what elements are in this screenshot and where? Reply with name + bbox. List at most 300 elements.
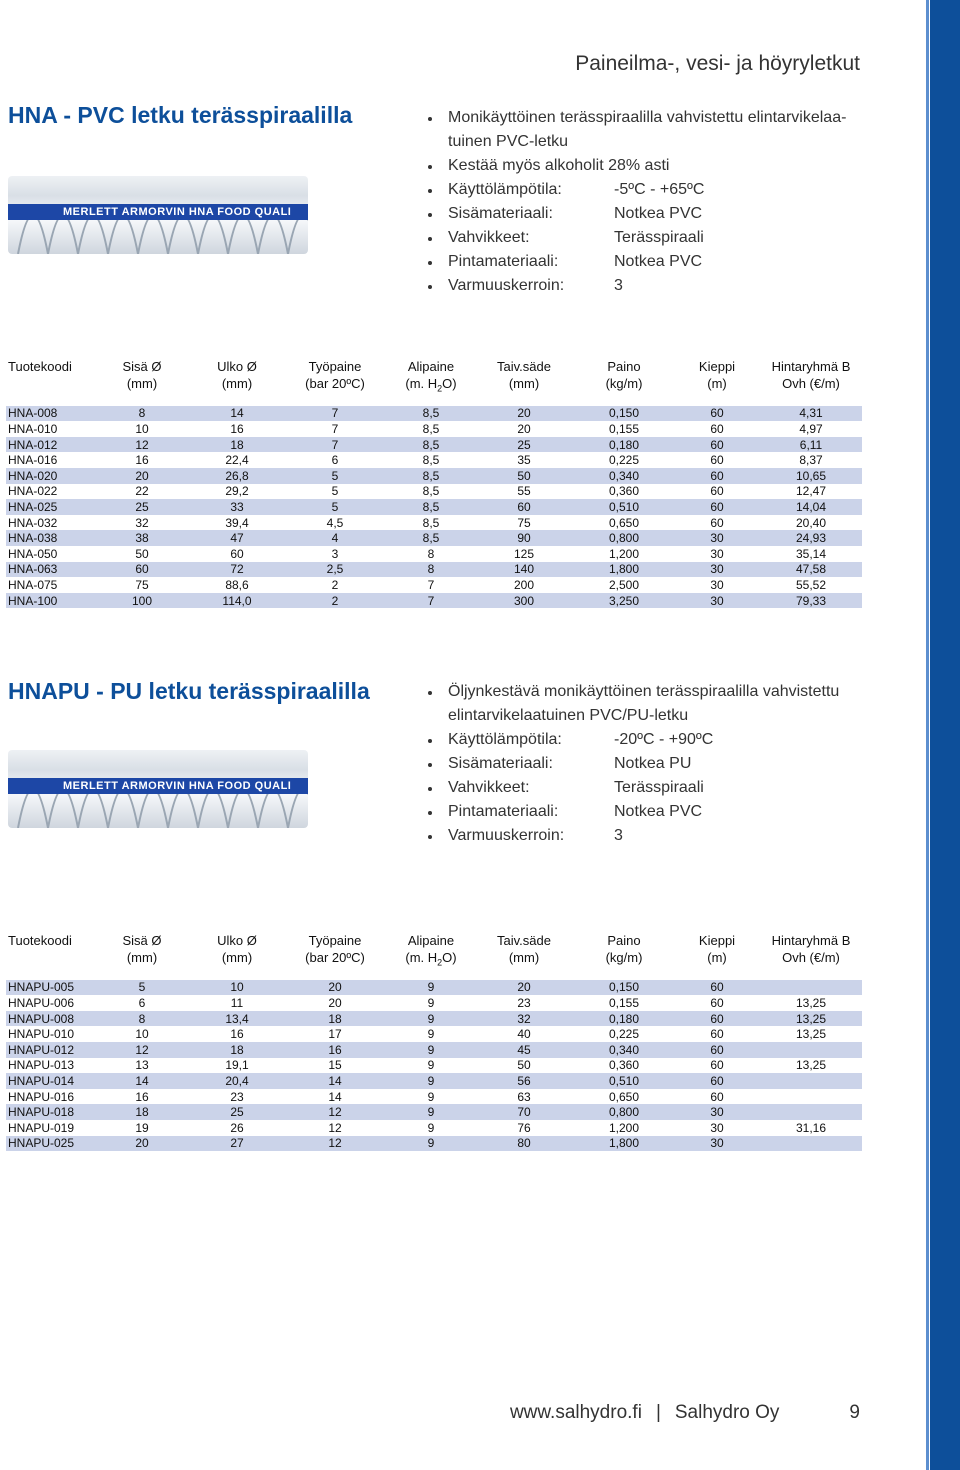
cell-work: 14 — [282, 1089, 388, 1105]
cell-weight: 0,225 — [574, 452, 674, 468]
cell-coil: 60 — [674, 1042, 760, 1058]
side-color-band — [930, 0, 960, 1470]
cell-weight: 1,200 — [574, 546, 674, 562]
cell-weight: 3,250 — [574, 593, 674, 609]
cell-outer: 27 — [192, 1136, 282, 1152]
cell-outer: 25 — [192, 1104, 282, 1120]
cell-code: HNAPU-016 — [6, 1089, 92, 1105]
page-header-title: Paineilma-, vesi- ja höyryletkut — [575, 52, 860, 75]
feature-item — [428, 274, 846, 298]
feature-item — [428, 800, 839, 824]
cell-vacuum: 9 — [388, 995, 474, 1011]
hna-feature-list — [428, 106, 846, 298]
cell-coil: 30 — [674, 593, 760, 609]
cell-price: 20,40 — [760, 515, 862, 531]
cell-price: 6,11 — [760, 437, 862, 453]
feature-value: Notkea PU — [614, 755, 692, 772]
table-row — [6, 1120, 862, 1136]
hnapu-section-title: HNAPU - PU letku terässpiraalilla — [8, 678, 370, 704]
cell-vacuum: 9 — [388, 980, 474, 996]
cell-weight: 0,155 — [574, 421, 674, 437]
cell-coil: 60 — [674, 1058, 760, 1074]
cell-work: 20 — [282, 995, 388, 1011]
cell-inner: 16 — [92, 452, 192, 468]
cell-coil: 60 — [674, 484, 760, 500]
hose-print-stripe: MERLETT ARMORVIN HNA FOOD QUALI — [8, 778, 308, 794]
column-header-outer: Ulko Ø (mm) — [217, 933, 257, 965]
hose-print-stripe: MERLETT ARMORVIN HNA FOOD QUALI — [8, 204, 308, 220]
cell-weight: 1,200 — [574, 1120, 674, 1136]
cell-coil: 60 — [674, 980, 760, 996]
cell-vacuum: 8 — [388, 562, 474, 578]
cell-outer: 18 — [192, 437, 282, 453]
cell-inner: 12 — [92, 437, 192, 453]
cell-vacuum: 9 — [388, 1104, 474, 1120]
cell-weight: 0,800 — [574, 530, 674, 546]
cell-bend: 20 — [474, 421, 574, 437]
cell-work: 4,5 — [282, 515, 388, 531]
cell-coil: 60 — [674, 452, 760, 468]
cell-price: 13,25 — [760, 1011, 862, 1027]
cell-vacuum: 8,5 — [388, 499, 474, 515]
cell-price — [760, 1136, 862, 1152]
column-header-work: Työpaine (bar 20ºC) — [305, 359, 365, 391]
cell-vacuum: 8,5 — [388, 515, 474, 531]
table-row — [6, 530, 862, 546]
cell-bend: 55 — [474, 484, 574, 500]
cell-inner: 8 — [92, 1011, 192, 1027]
cell-work: 2 — [282, 593, 388, 609]
cell-price — [760, 1073, 862, 1089]
cell-price — [760, 1042, 862, 1058]
cell-work: 20 — [282, 980, 388, 996]
table-row — [6, 499, 862, 515]
column-header-price: Hintaryhmä B Ovh (€/m) — [771, 933, 851, 965]
hna-spec-table — [6, 358, 862, 608]
cell-coil: 60 — [674, 1011, 760, 1027]
cell-inner: 5 — [92, 980, 192, 996]
cell-vacuum: 9 — [388, 1042, 474, 1058]
cell-inner: 10 — [92, 421, 192, 437]
cell-coil: 60 — [674, 1026, 760, 1042]
cell-work: 18 — [282, 1011, 388, 1027]
cell-price — [760, 1104, 862, 1120]
cell-vacuum: 8 — [388, 546, 474, 562]
table-row — [6, 484, 862, 500]
cell-code: HNAPU-019 — [6, 1120, 92, 1136]
column-header-weight: Paino (kg/m) — [605, 359, 643, 391]
cell-code: HNAPU-014 — [6, 1073, 92, 1089]
feature-item — [428, 226, 846, 250]
cell-code: HNA-022 — [6, 484, 92, 500]
cell-outer: 10 — [192, 980, 282, 996]
column-header-weight: Paino (kg/m) — [605, 933, 643, 965]
cell-code: HNA-075 — [6, 577, 92, 593]
cell-bend: 140 — [474, 562, 574, 578]
cell-price: 35,14 — [760, 546, 862, 562]
cell-coil: 60 — [674, 995, 760, 1011]
cell-work: 12 — [282, 1136, 388, 1152]
feature-item — [428, 728, 839, 752]
cell-bend: 50 — [474, 468, 574, 484]
table-row — [6, 1089, 862, 1105]
column-header-inner: Sisä Ø (mm) — [122, 359, 162, 391]
table-row — [6, 515, 862, 531]
cell-work: 7 — [282, 437, 388, 453]
cell-weight: 0,510 — [574, 499, 674, 515]
cell-vacuum: 8,5 — [388, 437, 474, 453]
cell-price: 10,65 — [760, 468, 862, 484]
cell-work: 4 — [282, 530, 388, 546]
cell-vacuum: 8,5 — [388, 468, 474, 484]
cell-outer: 39,4 — [192, 515, 282, 531]
table-row — [6, 1136, 862, 1152]
feature-label: Vahvikkeet: — [448, 779, 530, 796]
cell-price: 47,58 — [760, 562, 862, 578]
cell-price — [760, 980, 862, 996]
cell-bend: 76 — [474, 1120, 574, 1136]
hna-section-title: HNA - PVC letku terässpiraalilla — [8, 102, 353, 128]
feature-label: Varmuuskerroin: — [448, 827, 565, 844]
cell-code: HNAPU-006 — [6, 995, 92, 1011]
cell-outer: 19,1 — [192, 1058, 282, 1074]
cell-work: 2 — [282, 577, 388, 593]
table-row — [6, 1073, 862, 1089]
cell-code: HNA-010 — [6, 421, 92, 437]
hnapu-feature-list — [428, 680, 839, 848]
cell-work: 12 — [282, 1120, 388, 1136]
cell-vacuum: 8,5 — [388, 484, 474, 500]
cell-bend: 25 — [474, 437, 574, 453]
cell-weight: 0,510 — [574, 1073, 674, 1089]
cell-inner: 75 — [92, 577, 192, 593]
cell-outer: 26,8 — [192, 468, 282, 484]
cell-code: HNA-038 — [6, 530, 92, 546]
cell-price: 13,25 — [760, 995, 862, 1011]
cell-vacuum: 9 — [388, 1089, 474, 1105]
cell-coil: 60 — [674, 437, 760, 453]
cell-vacuum: 7 — [388, 577, 474, 593]
cell-code: HNA-063 — [6, 562, 92, 578]
cell-weight: 0,340 — [574, 1042, 674, 1058]
page-number: 9 — [849, 1402, 860, 1423]
column-header-coil: Kieppi (m) — [698, 359, 736, 391]
column-header-code: Tuotekoodi — [8, 359, 72, 374]
cell-work: 7 — [282, 421, 388, 437]
cell-outer: 33 — [192, 499, 282, 515]
cell-code: HNAPU-008 — [6, 1011, 92, 1027]
cell-coil: 60 — [674, 499, 760, 515]
cell-bend: 70 — [474, 1104, 574, 1120]
cell-code: HNA-016 — [6, 452, 92, 468]
page-footer — [510, 1402, 860, 1424]
feature-label: Pintamateriaali: — [448, 253, 559, 270]
table-row — [6, 406, 862, 422]
cell-coil: 30 — [674, 1120, 760, 1136]
cell-work: 16 — [282, 1042, 388, 1058]
cell-inner: 20 — [92, 1136, 192, 1152]
table-row — [6, 980, 862, 996]
cell-code: HNA-008 — [6, 406, 92, 422]
feature-item: Öljynkestävä monikäyttöinen terässpiraalilla vahvistettu — [428, 680, 839, 704]
cell-price — [760, 1089, 862, 1105]
feature-value: -5ºC - +65ºC — [614, 181, 705, 198]
cell-vacuum: 9 — [388, 1136, 474, 1152]
cell-bend: 35 — [474, 452, 574, 468]
cell-work: 15 — [282, 1058, 388, 1074]
cell-weight: 1,800 — [574, 1136, 674, 1152]
cell-work: 7 — [282, 406, 388, 422]
cell-coil: 60 — [674, 406, 760, 422]
cell-inner: 60 — [92, 562, 192, 578]
cell-work: 6 — [282, 452, 388, 468]
cell-code: HNAPU-018 — [6, 1104, 92, 1120]
cell-code: HNAPU-010 — [6, 1026, 92, 1042]
cell-price: 31,16 — [760, 1120, 862, 1136]
cell-vacuum: 8,5 — [388, 530, 474, 546]
cell-price: 79,33 — [760, 593, 862, 609]
feature-item: Monikäyttöinen terässpiraalilla vahvistettu elintarvikelaa- — [428, 106, 846, 130]
cell-code: HNAPU-005 — [6, 980, 92, 996]
feature-item: Kestää myös alkoholit 28% asti — [428, 154, 846, 178]
cell-inner: 25 — [92, 499, 192, 515]
feature-value: 3 — [614, 827, 623, 844]
column-header-outer: Ulko Ø (mm) — [217, 359, 257, 391]
cell-outer: 16 — [192, 421, 282, 437]
table-row — [6, 468, 862, 484]
cell-code: HNA-032 — [6, 515, 92, 531]
feature-item — [428, 202, 846, 226]
cell-price: 14,04 — [760, 499, 862, 515]
cell-vacuum: 8,5 — [388, 406, 474, 422]
cell-weight: 0,225 — [574, 1026, 674, 1042]
cell-coil: 60 — [674, 421, 760, 437]
column-header-vacuum: Alipaine (m. $H_2O$) — [405, 359, 457, 394]
cell-vacuum: 7 — [388, 593, 474, 609]
cell-bend: 20 — [474, 980, 574, 996]
cell-bend: 80 — [474, 1136, 574, 1152]
cell-bend: 90 — [474, 530, 574, 546]
feature-item — [428, 824, 839, 848]
cell-inner: 22 — [92, 484, 192, 500]
cell-price: 8,37 — [760, 452, 862, 468]
feature-value: Notkea PVC — [614, 253, 703, 270]
feature-label: Varmuuskerroin: — [448, 277, 565, 294]
cell-code: HNA-025 — [6, 499, 92, 515]
feature-label: Käyttölämpötila: — [448, 731, 562, 748]
cell-weight: 0,360 — [574, 484, 674, 500]
cell-outer: 114,0 — [192, 593, 282, 609]
cell-inner: 20 — [92, 468, 192, 484]
cell-coil: 30 — [674, 1104, 760, 1120]
cell-bend: 40 — [474, 1026, 574, 1042]
cell-inner: 10 — [92, 1026, 192, 1042]
cell-inner: 8 — [92, 406, 192, 422]
cell-inner: 14 — [92, 1073, 192, 1089]
cell-bend: 45 — [474, 1042, 574, 1058]
cell-outer: 11 — [192, 995, 282, 1011]
cell-bend: 23 — [474, 995, 574, 1011]
feature-value: 3 — [614, 277, 623, 294]
cell-price: 13,25 — [760, 1026, 862, 1042]
cell-weight: 0,650 — [574, 515, 674, 531]
cell-inner: 38 — [92, 530, 192, 546]
cell-coil: 60 — [674, 515, 760, 531]
cell-code: HNA-100 — [6, 593, 92, 609]
cell-work: 12 — [282, 1104, 388, 1120]
feature-value: Terässpiraali — [614, 779, 704, 796]
column-header-bend: Taiv.säde (mm) — [497, 933, 551, 965]
feature-item: tuinen PVC-letku — [448, 133, 569, 150]
cell-coil: 30 — [674, 546, 760, 562]
table-row — [6, 1058, 862, 1074]
cell-weight: 0,150 — [574, 406, 674, 422]
table-row — [6, 593, 862, 609]
cell-price: 12,47 — [760, 484, 862, 500]
cell-inner: 50 — [92, 546, 192, 562]
table-row — [6, 546, 862, 562]
cell-weight: 0,340 — [574, 468, 674, 484]
feature-value: Notkea PVC — [614, 205, 703, 222]
cell-weight: 0,180 — [574, 437, 674, 453]
cell-weight: 2,500 — [574, 577, 674, 593]
column-header-price: Hintaryhmä B Ovh (€/m) — [771, 359, 851, 391]
feature-value: Notkea PVC — [614, 803, 703, 820]
cell-work: 5 — [282, 468, 388, 484]
column-header-bend: Taiv.säde (mm) — [497, 359, 551, 391]
feature-label: Käyttölämpötila: — [448, 181, 562, 198]
cell-bend: 32 — [474, 1011, 574, 1027]
cell-inner: 32 — [92, 515, 192, 531]
cell-coil: 60 — [674, 1073, 760, 1089]
cell-vacuum: 9 — [388, 1073, 474, 1089]
cell-bend: 60 — [474, 499, 574, 515]
table-row — [6, 437, 862, 453]
cell-code: HNAPU-012 — [6, 1042, 92, 1058]
cell-weight: 0,800 — [574, 1104, 674, 1120]
table-row — [6, 1011, 862, 1027]
feature-label: Pintamateriaali: — [448, 803, 559, 820]
cell-inner: 12 — [92, 1042, 192, 1058]
cell-outer: 20,4 — [192, 1073, 282, 1089]
cell-vacuum: 9 — [388, 1011, 474, 1027]
table-row — [6, 577, 862, 593]
cell-inner: 100 — [92, 593, 192, 609]
table-row — [6, 562, 862, 578]
cell-weight: 0,150 — [574, 980, 674, 996]
column-header-work: Työpaine (bar 20ºC) — [305, 933, 365, 965]
cell-vacuum: 9 — [388, 1026, 474, 1042]
cell-work: 2,5 — [282, 562, 388, 578]
column-header-coil: Kieppi (m) — [698, 933, 736, 965]
cell-weight: 0,180 — [574, 1011, 674, 1027]
cell-outer: 13,4 — [192, 1011, 282, 1027]
hnapu-hose-image — [8, 750, 308, 828]
feature-label: Sisämateriaali: — [448, 205, 553, 222]
cell-inner: 6 — [92, 995, 192, 1011]
cell-outer: 23 — [192, 1089, 282, 1105]
cell-code: HNAPU-025 — [6, 1136, 92, 1152]
website-link[interactable]: www.salhydro.fi — [509, 1402, 642, 1423]
table-row — [6, 1026, 862, 1042]
cell-outer: 22,4 — [192, 452, 282, 468]
cell-outer: 18 — [192, 1042, 282, 1058]
cell-bend: 56 — [474, 1073, 574, 1089]
cell-coil: 60 — [674, 468, 760, 484]
cell-bend: 125 — [474, 546, 574, 562]
feature-label: Sisämateriaali: — [448, 755, 553, 772]
cell-weight: 1,800 — [574, 562, 674, 578]
feature-label: Vahvikkeet: — [448, 229, 530, 246]
feature-item — [428, 776, 839, 800]
cell-coil: 30 — [674, 1136, 760, 1152]
table-row — [6, 995, 862, 1011]
cell-code: HNA-050 — [6, 546, 92, 562]
cell-coil: 30 — [674, 562, 760, 578]
hnapu-spec-table — [6, 932, 862, 1151]
cell-price: 4,31 — [760, 406, 862, 422]
cell-inner: 16 — [92, 1089, 192, 1105]
table-row — [6, 452, 862, 468]
cell-bend: 20 — [474, 406, 574, 422]
cell-outer: 26 — [192, 1120, 282, 1136]
feature-item — [428, 178, 846, 202]
cell-code: HNAPU-013 — [6, 1058, 92, 1074]
company-name: Salhydro Oy — [674, 1402, 780, 1423]
table-row — [6, 1104, 862, 1120]
cell-price: 55,52 — [760, 577, 862, 593]
cell-outer: 88,6 — [192, 577, 282, 593]
cell-bend: 75 — [474, 515, 574, 531]
feature-value: -20ºC - +90ºC — [614, 731, 714, 748]
cell-inner: 13 — [92, 1058, 192, 1074]
cell-outer: 47 — [192, 530, 282, 546]
cell-outer: 60 — [192, 546, 282, 562]
cell-work: 17 — [282, 1026, 388, 1042]
table-row — [6, 421, 862, 437]
cell-work: 3 — [282, 546, 388, 562]
footer-separator: | — [655, 1402, 661, 1423]
cell-outer: 29,2 — [192, 484, 282, 500]
cell-bend: 63 — [474, 1089, 574, 1105]
cell-price: 4,97 — [760, 421, 862, 437]
cell-vacuum: 9 — [388, 1058, 474, 1074]
cell-vacuum: 9 — [388, 1120, 474, 1136]
cell-vacuum: 8,5 — [388, 452, 474, 468]
cell-weight: 0,360 — [574, 1058, 674, 1074]
cell-weight: 0,650 — [574, 1089, 674, 1105]
cell-bend: 50 — [474, 1058, 574, 1074]
feature-item: elintarvikelaatuinen PVC/PU-letku — [448, 707, 689, 724]
cell-outer: 72 — [192, 562, 282, 578]
cell-inner: 18 — [92, 1104, 192, 1120]
cell-bend: 300 — [474, 593, 574, 609]
cell-price: 13,25 — [760, 1058, 862, 1074]
table-header-row — [6, 932, 862, 980]
cell-coil: 30 — [674, 530, 760, 546]
cell-price: 24,93 — [760, 530, 862, 546]
cell-code: HNA-012 — [6, 437, 92, 453]
column-header-code: Tuotekoodi — [8, 933, 72, 948]
cell-coil: 60 — [674, 1089, 760, 1105]
feature-item — [428, 752, 839, 776]
cell-code: HNA-020 — [6, 468, 92, 484]
column-header-vacuum: Alipaine (m. $H_2O$) — [405, 933, 457, 968]
table-header-row — [6, 358, 862, 406]
cell-work: 5 — [282, 484, 388, 500]
cell-outer: 16 — [192, 1026, 282, 1042]
feature-item — [428, 250, 846, 274]
